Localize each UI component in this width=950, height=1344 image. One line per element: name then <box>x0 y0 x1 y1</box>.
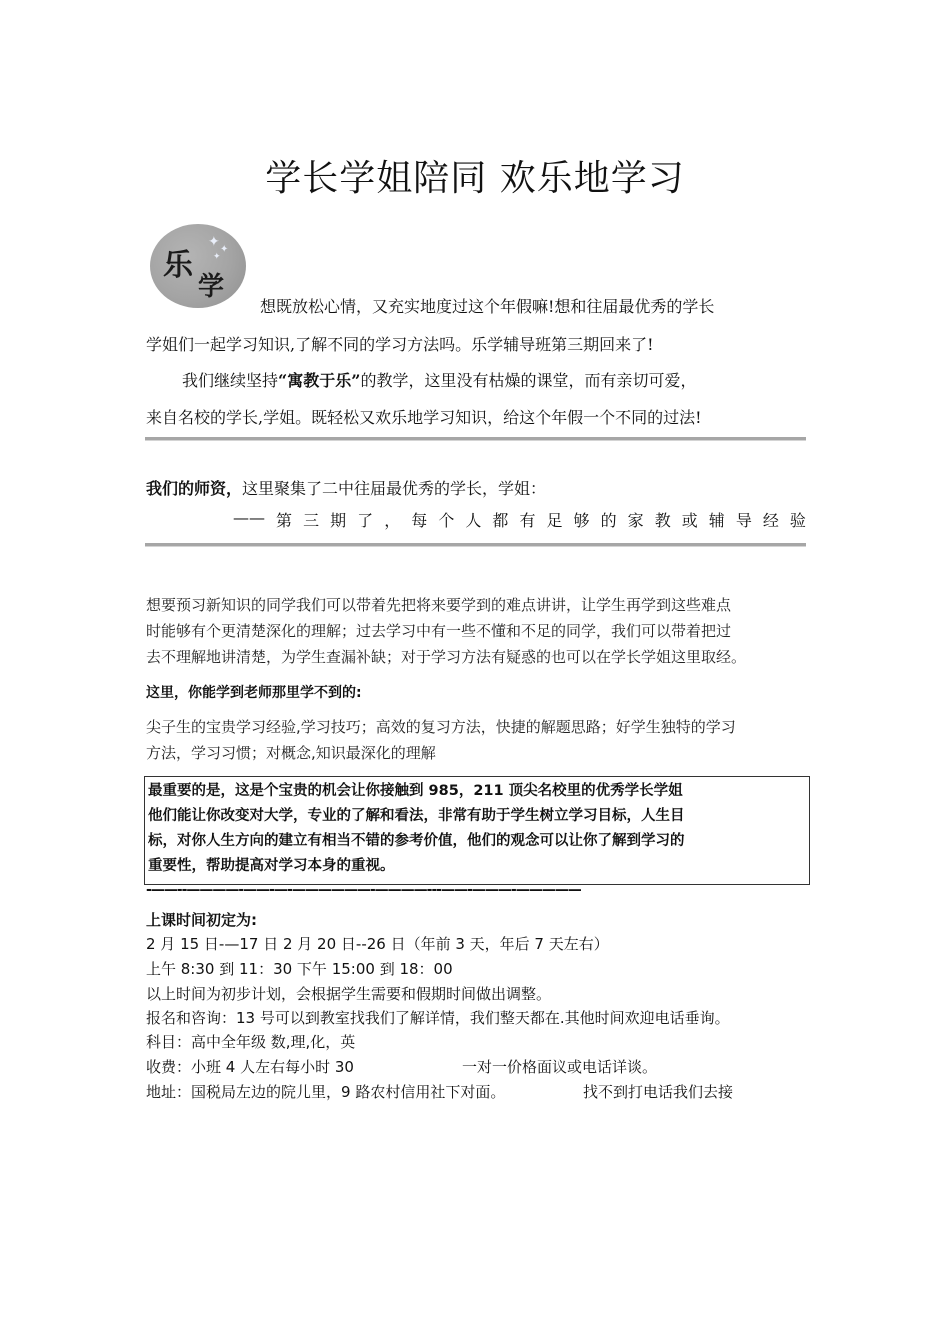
subjects-info: 科目：高中全年级 数,理,化，英 <box>146 1033 356 1051</box>
fee-info: 收费：小班 4 人左右每小时 30 <box>146 1058 354 1076</box>
logo-char-xue: 学 <box>198 272 225 302</box>
learn-paragraph <box>146 714 816 766</box>
highlight-line: 最重要的是，这是个宝贵的机会让你接触到 985，211 顶尖名校里的优秀学长学姐 <box>148 783 683 799</box>
lexue-logo <box>150 224 246 308</box>
intro-line-3-pre: 我们继续坚持 <box>182 371 279 390</box>
teachers-text: 这里聚集了二中往届最优秀的学长，学姐： <box>242 479 547 498</box>
motto: “寓教于乐” <box>278 371 361 390</box>
experience-char: 有 <box>519 511 536 530</box>
experience-char: 个 <box>438 511 455 530</box>
experience-char: 了 <box>357 511 374 530</box>
divider-rule <box>145 543 806 547</box>
experience-char: 都 <box>492 511 509 530</box>
preview-line: 去不理解地讲清楚，为学生查漏补缺；对于学习方法有疑惑的也可以在学长学姐这里取经。 <box>146 648 747 666</box>
learn-line: 方法，学习习惯；对概念,知识最深化的理解 <box>146 744 436 762</box>
sparkle-icon: ✦ <box>208 234 220 250</box>
address-extra-info: 找不到打电话我们去接 <box>583 1083 734 1101</box>
sparkle-icon: ✦ <box>220 244 229 255</box>
schedule-note: 以上时间为初步计划，会根据学生需要和假期时间做出调整。 <box>146 985 552 1003</box>
highlight-box <box>144 776 810 885</box>
highlight-line: 他们能让你改变对大学，专业的了解和看法，非常有助于学生树立学习目标，人生目 <box>148 808 685 824</box>
address-info: 地址：国税局左边的院儿里，9 路农村信用社下对面。 <box>146 1083 506 1101</box>
signup-info: 报名和咨询：13 号可以到教室找我们了解详情，我们整天都在.其他时间欢迎电话垂询。 <box>146 1009 730 1027</box>
experience-char: 每 <box>411 511 428 530</box>
teachers-label: 我们的师资， <box>146 479 243 498</box>
experience-char: 或 <box>681 511 698 530</box>
teachers-line <box>146 476 546 499</box>
experience-char: 三 <box>303 511 320 530</box>
preview-line: 想要预习新知识的同学我们可以带着先把将来要学到的难点讲讲，让学生再学到这些难点 <box>146 596 732 614</box>
schedule-dates: 2 月 15 日-—17 日 2 月 20 日--26 日（年前 3 天，年后 7 天左右） <box>146 935 609 953</box>
experience-char: 期 <box>330 511 347 530</box>
sparkle-icon: ✦ <box>213 252 221 262</box>
learn-heading: 这里，你能学到老师那里学不到的: <box>146 685 362 701</box>
intro-line-1: 想既放松心情，又充实地度过这个年假嘛!想和往届最优秀的学长 <box>260 297 715 316</box>
experience-char: 教 <box>654 511 671 530</box>
highlight-line: 重要性，帮助提高对学习本身的重视。 <box>148 858 395 874</box>
divider-rule <box>145 437 806 441</box>
learn-line: 尖子生的宝贵学习经验,学习技巧；高效的复习方法，快捷的解题思路；好学生独特的学习 <box>146 718 736 736</box>
preview-paragraph <box>146 592 816 670</box>
experience-char: 的 <box>600 511 617 530</box>
experience-char: 足 <box>546 511 563 530</box>
experience-char: 第 <box>276 511 293 530</box>
experience-line <box>233 508 806 531</box>
dashed-separator: -——--————-——-—-——————-————---——-———-————— <box>146 882 581 898</box>
experience-char: ， <box>384 511 401 530</box>
preview-line: 时能够有个更清楚深化的理解；过去学习中有一些不懂和不足的同学，我们可以带着把过 <box>146 622 732 640</box>
fee-extra-info: 一对一价格面议或电话详谈。 <box>462 1058 658 1076</box>
experience-char: 验 <box>789 511 806 530</box>
highlight-line: 标，对你人生方向的建立有相当不错的参考价值，他们的观念可以让你了解到学习的 <box>148 833 685 849</box>
intro-line-3-post: 的教学，这里没有枯燥的课堂，而有亲切可爱， <box>360 371 697 390</box>
experience-char: 家 <box>627 511 644 530</box>
intro-line-4: 来自名校的学长,学姐。既轻松又欢乐地学习知识，给这个年假一个不同的过法! <box>146 408 702 427</box>
experience-char: 经 <box>762 511 779 530</box>
experience-char: 够 <box>573 511 590 530</box>
schedule-hours: 上午 8:30 到 11：30 下午 15:00 到 18：00 <box>146 960 453 978</box>
experience-char: 人 <box>465 511 482 530</box>
intro-line-2: 学姐们一起学习知识,了解不同的学习方法吗。乐学辅导班第三期回来了! <box>146 335 654 354</box>
logo-char-le: 乐 <box>163 248 193 283</box>
intro-line-3 <box>182 368 696 391</box>
schedule-heading: 上课时间初定为: <box>146 911 257 929</box>
experience-char: 辅 <box>708 511 725 530</box>
experience-char: 导 <box>735 511 752 530</box>
page-title: 学长学姐陪同 欢乐地学习 <box>265 158 685 199</box>
experience-char: —— <box>233 508 265 527</box>
